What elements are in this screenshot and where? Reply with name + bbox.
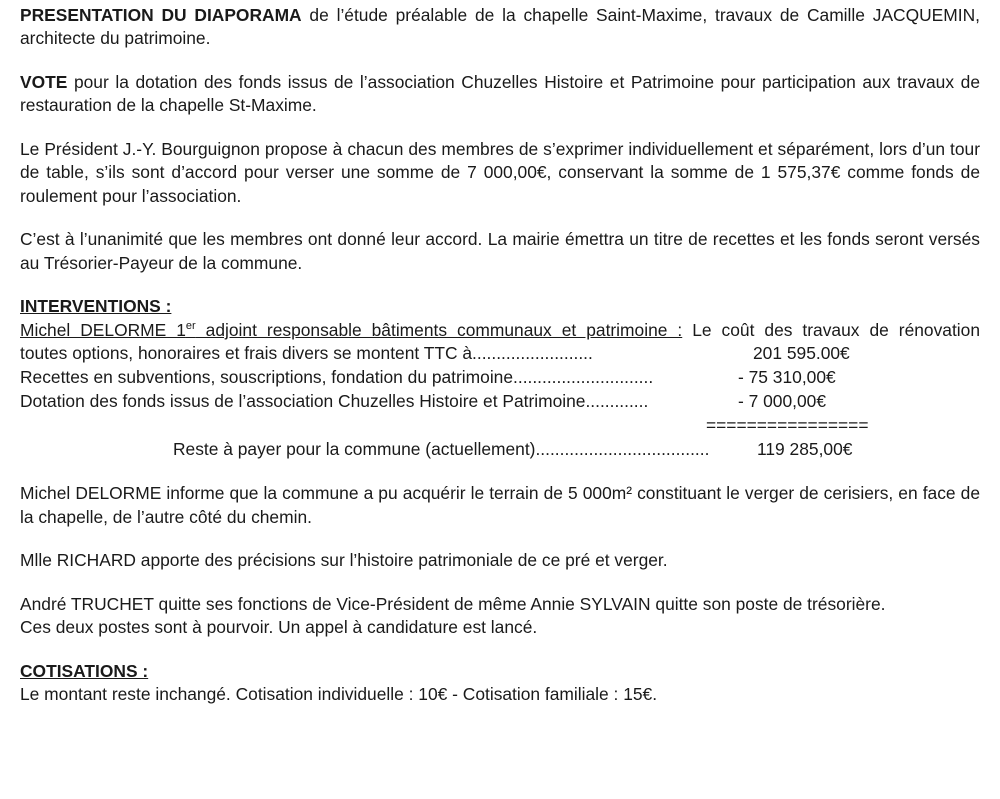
cotisations-heading bbox=[20, 660, 980, 683]
speaker-ordinal: er bbox=[185, 320, 196, 333]
speaker-role: adjoint responsable bâtiments communaux et patrimoine : bbox=[195, 319, 683, 340]
cost-row-endowment bbox=[20, 390, 980, 414]
cost-amount: 201 595.00€ bbox=[753, 343, 850, 364]
presentation-paragraph bbox=[20, 4, 980, 51]
cotisations-text: Le montant reste inchangé. Cotisation individuelle : 10€ - Cotisation familiale : 15€. bbox=[20, 684, 658, 705]
speaker-title bbox=[20, 320, 682, 340]
document-page bbox=[20, 0, 980, 707]
total-separator: ================ bbox=[706, 415, 869, 436]
cost-amount: - 7 000,00€ bbox=[738, 391, 826, 412]
cost-label: Dotation des fonds issus de l’association Chuzelles Histoire et Patrimoine............. bbox=[20, 391, 649, 412]
vote-paragraph bbox=[20, 71, 980, 118]
cost-label: Recettes en subventions, souscriptions, fondation du patrimoine............................. bbox=[20, 367, 654, 388]
vote-text: pour la dotation des fonds issus de l’association Chuzelles Histoire et Patrimoine pour participation aux travaux de restauration de la chapelle St-Maxime. bbox=[20, 71, 980, 116]
cost-label: toutes options, honoraires et frais divers se montent TTC à......................... bbox=[20, 343, 593, 364]
vote-heading: VOTE bbox=[20, 71, 68, 92]
interventions-section bbox=[20, 295, 980, 462]
richard-paragraph: Mlle RICHARD apporte des précisions sur l’histoire patrimoniale de ce pré et verger. bbox=[20, 550, 668, 571]
cost-amount: - 75 310,00€ bbox=[738, 367, 836, 388]
interventions-intro bbox=[20, 319, 980, 342]
resignation-line-1: André TRUCHET quitte ses fonctions de Vice-Président de même Annie SYLVAIN quitte son poste de trésorière. bbox=[20, 593, 886, 614]
cost-row-total-cost bbox=[20, 342, 980, 366]
total-label: Reste à payer pour la commune (actuellement).................................... bbox=[173, 439, 710, 460]
total-amount: 119 285,00€ bbox=[757, 439, 853, 460]
president-paragraph: Le Président J.-Y. Bourguignon propose à chacun des membres de s’exprimer individuellement et séparément, lors d’un tour de table, s’ils sont d’accord pour verser une somme de 7 000,00€, conservant la somme de 1 575,37€ comme fonds de roulement pour l’association. bbox=[20, 138, 980, 206]
cotisations-section bbox=[20, 660, 980, 707]
cotisations-heading-text: COTISATIONS : bbox=[20, 660, 149, 681]
land-paragraph: Michel DELORME informe que la commune a pu acquérir le terrain de 5 000m² constituant le verger de cerisiers, en face de la chapelle, de l’autre côté du chemin. bbox=[20, 483, 980, 527]
resignation-paragraph bbox=[20, 593, 980, 640]
cost-row-remaining bbox=[20, 438, 980, 462]
cost-row-subsidies bbox=[20, 366, 980, 390]
separator-row bbox=[20, 414, 980, 438]
presentation-text: de l’étude préalable de la chapelle Saint-Maxime, travaux de Camille JACQUEMIN, architecte du patrimoine. bbox=[20, 5, 980, 49]
interventions-heading-text: INTERVENTIONS : bbox=[20, 296, 172, 317]
intro-rest: Le coût des travaux de rénovation bbox=[682, 319, 980, 340]
presentation-heading: PRESENTATION DU DIAPORAMA bbox=[20, 5, 302, 25]
interventions-heading bbox=[20, 295, 980, 318]
speaker-name: Michel DELORME 1 bbox=[20, 319, 186, 340]
unanimity-paragraph: C’est à l’unanimité que les membres ont donné leur accord. La mairie émettra un titre de recettes et les fonds seront versés au Trésorier-Payeur de la commune. bbox=[20, 229, 980, 273]
resignation-line-2: Ces deux postes sont à pourvoir. Un appel à candidature est lancé. bbox=[20, 617, 538, 638]
